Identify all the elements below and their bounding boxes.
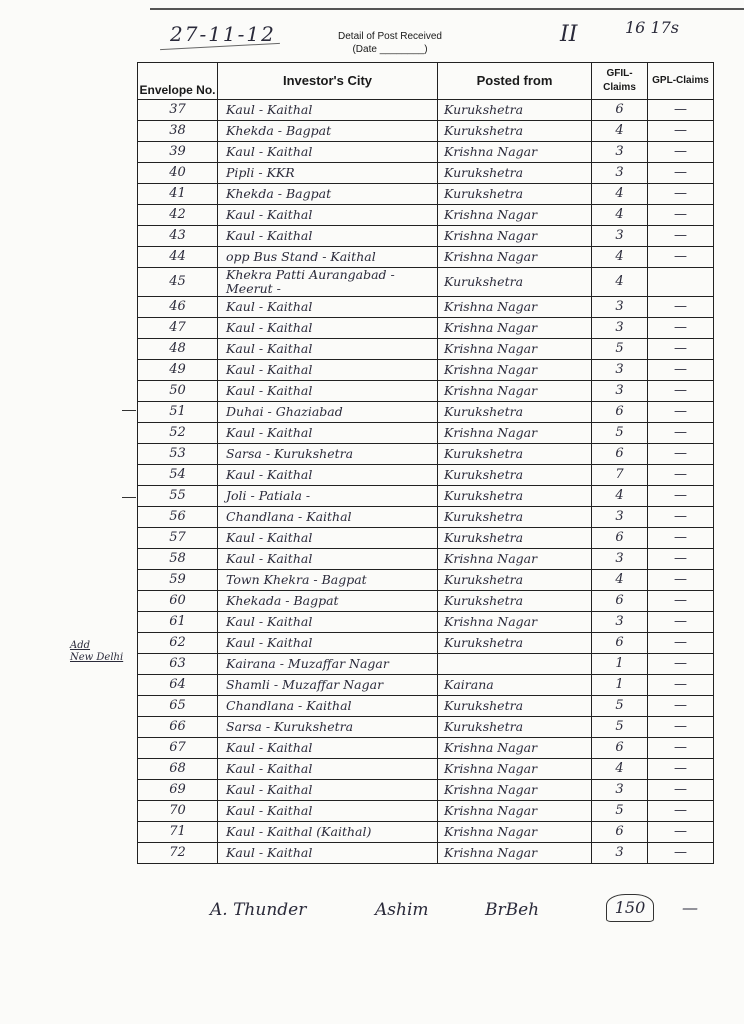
gpl-claims-cell: — <box>648 528 714 549</box>
gfil-claims-cell: 4 <box>592 486 648 507</box>
date-label: (Date ________) <box>352 44 428 55</box>
table-row <box>138 717 714 738</box>
envelope-no-cell: 39 <box>138 142 218 163</box>
table-row <box>138 612 714 633</box>
investor-city-cell: opp Bus Stand - Kaithal <box>218 247 438 268</box>
posted-from-cell: Kurukshetra <box>438 486 592 507</box>
gfil-claims-cell: 6 <box>592 738 648 759</box>
posted-from-cell: Krishna Nagar <box>438 423 592 444</box>
posted-from-cell: Kurukshetra <box>438 465 592 486</box>
total-gpl-claims: — <box>682 898 698 917</box>
envelope-no-cell: 49 <box>138 360 218 381</box>
investor-city-cell: Duhai - Ghaziabad <box>218 402 438 423</box>
table-row <box>138 528 714 549</box>
page-title <box>320 30 460 56</box>
col-envelope-no: Envelope No. <box>138 63 218 100</box>
envelope-no-cell: 51 <box>138 402 218 423</box>
gfil-claims-cell: 4 <box>592 247 648 268</box>
table-row <box>138 507 714 528</box>
gfil-claims-cell: 6 <box>592 591 648 612</box>
post-received-table <box>137 62 714 864</box>
investor-city-cell: Kaul - Kaithal <box>218 297 438 318</box>
investor-city-cell: Kaul - Kaithal <box>218 549 438 570</box>
gfil-claims-cell: 1 <box>592 675 648 696</box>
gfil-claims-cell: 3 <box>592 780 648 801</box>
table-row <box>138 822 714 843</box>
envelope-no-cell: 67 <box>138 738 218 759</box>
col-investor-city: Investor's City <box>218 63 438 100</box>
gfil-claims-cell: 6 <box>592 822 648 843</box>
gpl-claims-cell: — <box>648 142 714 163</box>
title-text: Detail of Post Received <box>338 31 442 42</box>
investor-city-cell: Kaul - Kaithal <box>218 843 438 864</box>
table-row <box>138 570 714 591</box>
envelope-no-cell: 45 <box>138 268 218 297</box>
gpl-claims-cell: — <box>648 297 714 318</box>
envelope-no-cell: 68 <box>138 759 218 780</box>
posted-from-cell: Krishna Nagar <box>438 381 592 402</box>
investor-city-cell: Khekda - Bagpat <box>218 121 438 142</box>
table-row <box>138 121 714 142</box>
table-row <box>138 381 714 402</box>
signature: Ashim <box>375 900 429 920</box>
investor-city-cell: Kaul - Kaithal <box>218 360 438 381</box>
investor-city-cell: Kaul - Kaithal <box>218 381 438 402</box>
posted-from-cell: Kurukshetra <box>438 528 592 549</box>
posted-from-cell: Kairana <box>438 675 592 696</box>
posted-from-cell: Krishna Nagar <box>438 226 592 247</box>
posted-from-cell: Krishna Nagar <box>438 801 592 822</box>
gfil-claims-cell: 5 <box>592 801 648 822</box>
investor-city-cell: Kaul - Kaithal <box>218 633 438 654</box>
envelope-no-cell: 63 <box>138 654 218 675</box>
table-row <box>138 360 714 381</box>
gpl-claims-cell: — <box>648 822 714 843</box>
envelope-no-cell: 55 <box>138 486 218 507</box>
gfil-claims-cell: 3 <box>592 297 648 318</box>
investor-city-cell: Kaul - Kaithal <box>218 612 438 633</box>
investor-city-cell: Kaul - Kaithal <box>218 801 438 822</box>
investor-city-cell: Town Khekra - Bagpat <box>218 570 438 591</box>
top-rule <box>150 8 744 10</box>
posted-from-cell: Kurukshetra <box>438 591 592 612</box>
posted-from-cell: Kurukshetra <box>438 402 592 423</box>
handwritten-date: 27-11-12 <box>170 22 276 46</box>
envelope-no-cell: 65 <box>138 696 218 717</box>
gpl-claims-cell: — <box>648 507 714 528</box>
table-row <box>138 318 714 339</box>
gfil-claims-cell: 3 <box>592 318 648 339</box>
margin-note-line: New Delhi <box>70 652 124 663</box>
table-row <box>138 759 714 780</box>
gfil-claims-cell: 1 <box>592 654 648 675</box>
gfil-claims-cell: 4 <box>592 570 648 591</box>
gpl-claims-cell: — <box>648 675 714 696</box>
envelope-no-cell: 69 <box>138 780 218 801</box>
investor-city-cell: Kairana - Muzaffar Nagar <box>218 654 438 675</box>
investor-city-cell: Kaul - Kaithal <box>218 318 438 339</box>
gpl-claims-cell: — <box>648 100 714 121</box>
posted-from-cell: Krishna Nagar <box>438 205 592 226</box>
col-gpl-claims: GPL-Claims <box>648 63 714 100</box>
investor-city-cell: Kaul - Kaithal <box>218 423 438 444</box>
envelope-no-cell: 70 <box>138 801 218 822</box>
margin-note <box>70 640 123 664</box>
investor-city-cell: Kaul - Kaithal (Kaithal) <box>218 822 438 843</box>
posted-from-cell: Kurukshetra <box>438 696 592 717</box>
table-row <box>138 654 714 675</box>
gfil-claims-cell: 6 <box>592 444 648 465</box>
gpl-claims-cell: — <box>648 696 714 717</box>
envelope-no-cell: 42 <box>138 205 218 226</box>
investor-city-cell: Chandlana - Kaithal <box>218 507 438 528</box>
investor-city-cell: Kaul - Kaithal <box>218 528 438 549</box>
col-posted-from: Posted from <box>438 63 592 100</box>
gpl-claims-cell: — <box>648 226 714 247</box>
table-row <box>138 142 714 163</box>
envelope-no-cell: 40 <box>138 163 218 184</box>
envelope-no-cell: 37 <box>138 100 218 121</box>
envelope-no-cell: 46 <box>138 297 218 318</box>
table-row <box>138 205 714 226</box>
envelope-no-cell: 43 <box>138 226 218 247</box>
envelope-no-cell: 54 <box>138 465 218 486</box>
posted-from-cell: Krishna Nagar <box>438 360 592 381</box>
gfil-claims-cell: 5 <box>592 696 648 717</box>
envelope-no-cell: 47 <box>138 318 218 339</box>
total-gfil-claims: 150 <box>606 894 654 922</box>
table-row <box>138 696 714 717</box>
table-row <box>138 163 714 184</box>
envelope-no-cell: 60 <box>138 591 218 612</box>
gfil-claims-cell: 6 <box>592 528 648 549</box>
posted-from-cell: Krishna Nagar <box>438 339 592 360</box>
envelope-no-cell: 58 <box>138 549 218 570</box>
investor-city-cell: Chandlana - Kaithal <box>218 696 438 717</box>
signature: BrBeh <box>485 900 540 920</box>
gpl-claims-cell: — <box>648 738 714 759</box>
envelope-no-cell: 62 <box>138 633 218 654</box>
posted-from-cell: Kurukshetra <box>438 633 592 654</box>
investor-city-cell: Pipli - KKR <box>218 163 438 184</box>
gpl-claims-cell: — <box>648 633 714 654</box>
corner-numbers: 16 17s <box>625 18 680 37</box>
posted-from-cell: Kurukshetra <box>438 121 592 142</box>
envelope-no-cell: 61 <box>138 612 218 633</box>
gfil-claims-cell: 3 <box>592 142 648 163</box>
posted-from-cell: Kurukshetra <box>438 717 592 738</box>
gfil-claims-cell: 3 <box>592 843 648 864</box>
table-row <box>138 780 714 801</box>
gpl-claims-cell: — <box>648 780 714 801</box>
gfil-claims-cell: 3 <box>592 612 648 633</box>
posted-from-cell: Krishna Nagar <box>438 297 592 318</box>
investor-city-cell: Khekada - Bagpat <box>218 591 438 612</box>
investor-city-cell: Kaul - Kaithal <box>218 759 438 780</box>
gfil-claims-cell: 7 <box>592 465 648 486</box>
investor-city-cell: Kaul - Kaithal <box>218 142 438 163</box>
envelope-no-cell: 57 <box>138 528 218 549</box>
gpl-claims-cell: — <box>648 486 714 507</box>
investor-city-cell: Kaul - Kaithal <box>218 738 438 759</box>
posted-from-cell: Krishna Nagar <box>438 780 592 801</box>
gpl-claims-cell: — <box>648 654 714 675</box>
investor-city-cell: Kaul - Kaithal <box>218 226 438 247</box>
envelope-no-cell: 52 <box>138 423 218 444</box>
table-row <box>138 297 714 318</box>
table-row <box>138 268 714 297</box>
gfil-claims-cell: 3 <box>592 507 648 528</box>
gpl-claims-cell: — <box>648 163 714 184</box>
envelope-no-cell: 41 <box>138 184 218 205</box>
gpl-claims-cell: — <box>648 205 714 226</box>
gfil-claims-cell: 4 <box>592 184 648 205</box>
posted-from-cell: Kurukshetra <box>438 570 592 591</box>
posted-from-cell: Krishna Nagar <box>438 738 592 759</box>
posted-from-cell: Krishna Nagar <box>438 822 592 843</box>
gpl-claims-cell: — <box>648 184 714 205</box>
gfil-claims-cell: 6 <box>592 633 648 654</box>
table-row <box>138 549 714 570</box>
investor-city-cell: Sarsa - Kurukshetra <box>218 717 438 738</box>
envelope-no-cell: 59 <box>138 570 218 591</box>
table-row <box>138 633 714 654</box>
table-row <box>138 339 714 360</box>
gpl-claims-cell: — <box>648 444 714 465</box>
gfil-claims-cell: 3 <box>592 226 648 247</box>
gpl-claims-cell: — <box>648 591 714 612</box>
gfil-claims-cell: 6 <box>592 100 648 121</box>
posted-from-cell <box>438 654 592 675</box>
investor-city-cell: Shamli - Muzaffar Nagar <box>218 675 438 696</box>
table-row <box>138 738 714 759</box>
posted-from-cell: Krishna Nagar <box>438 759 592 780</box>
envelope-no-cell: 50 <box>138 381 218 402</box>
margin-note-line: Add <box>70 640 91 651</box>
gfil-claims-cell: 3 <box>592 163 648 184</box>
gfil-claims-cell: 3 <box>592 381 648 402</box>
envelope-no-cell: 44 <box>138 247 218 268</box>
corner-mark: II <box>560 22 578 47</box>
gfil-claims-cell: 5 <box>592 339 648 360</box>
investor-city-cell: Sarsa - Kurukshetra <box>218 444 438 465</box>
table-row <box>138 465 714 486</box>
posted-from-cell: Krishna Nagar <box>438 247 592 268</box>
table-header-row <box>138 63 714 100</box>
investor-city-cell: Khekda - Bagpat <box>218 184 438 205</box>
signature: A. Thunder <box>210 900 307 920</box>
table-row <box>138 184 714 205</box>
investor-city-cell: Khekra Patti Aurangabad - Meerut - <box>218 268 438 297</box>
table-row <box>138 591 714 612</box>
gpl-claims-cell: — <box>648 381 714 402</box>
gfil-claims-cell: 4 <box>592 268 648 297</box>
envelope-no-cell: 56 <box>138 507 218 528</box>
col-gfil-claims: GFIL-Claims <box>592 63 648 100</box>
envelope-no-cell: 71 <box>138 822 218 843</box>
gfil-claims-cell: 4 <box>592 759 648 780</box>
gpl-claims-cell <box>648 268 714 297</box>
gfil-claims-cell: 6 <box>592 402 648 423</box>
gpl-claims-cell: — <box>648 247 714 268</box>
table-row <box>138 843 714 864</box>
posted-from-cell: Kurukshetra <box>438 444 592 465</box>
margin-tick <box>122 410 136 411</box>
table-row <box>138 801 714 822</box>
posted-from-cell: Kurukshetra <box>438 184 592 205</box>
table-row <box>138 100 714 121</box>
investor-city-cell: Kaul - Kaithal <box>218 205 438 226</box>
envelope-no-cell: 72 <box>138 843 218 864</box>
gpl-claims-cell: — <box>648 339 714 360</box>
investor-city-cell: Kaul - Kaithal <box>218 780 438 801</box>
gfil-claims-cell: 4 <box>592 121 648 142</box>
envelope-no-cell: 53 <box>138 444 218 465</box>
posted-from-cell: Krishna Nagar <box>438 318 592 339</box>
gpl-claims-cell: — <box>648 570 714 591</box>
gpl-claims-cell: — <box>648 843 714 864</box>
table-row <box>138 247 714 268</box>
gpl-claims-cell: — <box>648 717 714 738</box>
posted-from-cell: Krishna Nagar <box>438 549 592 570</box>
envelope-no-cell: 48 <box>138 339 218 360</box>
posted-from-cell: Krishna Nagar <box>438 142 592 163</box>
gfil-claims-cell: 4 <box>592 205 648 226</box>
envelope-no-cell: 38 <box>138 121 218 142</box>
gpl-claims-cell: — <box>648 318 714 339</box>
gfil-claims-cell: 5 <box>592 717 648 738</box>
investor-city-cell: Joli - Patiala - <box>218 486 438 507</box>
investor-city-cell: Kaul - Kaithal <box>218 465 438 486</box>
gpl-claims-cell: — <box>648 402 714 423</box>
table-row <box>138 423 714 444</box>
posted-from-cell: Kurukshetra <box>438 268 592 297</box>
gpl-claims-cell: — <box>648 801 714 822</box>
gfil-claims-cell: 3 <box>592 549 648 570</box>
table-row <box>138 486 714 507</box>
posted-from-cell: Krishna Nagar <box>438 843 592 864</box>
gpl-claims-cell: — <box>648 360 714 381</box>
envelope-no-cell: 64 <box>138 675 218 696</box>
envelope-no-cell: 66 <box>138 717 218 738</box>
table-row <box>138 402 714 423</box>
posted-from-cell: Kurukshetra <box>438 163 592 184</box>
table-row <box>138 444 714 465</box>
posted-from-cell: Kurukshetra <box>438 507 592 528</box>
posted-from-cell: Krishna Nagar <box>438 612 592 633</box>
gfil-claims-cell: 5 <box>592 423 648 444</box>
gpl-claims-cell: — <box>648 423 714 444</box>
table-row <box>138 226 714 247</box>
gpl-claims-cell: — <box>648 121 714 142</box>
table-row <box>138 675 714 696</box>
gfil-claims-cell: 3 <box>592 360 648 381</box>
margin-tick <box>122 497 136 498</box>
posted-from-cell: Kurukshetra <box>438 100 592 121</box>
gpl-claims-cell: — <box>648 549 714 570</box>
gpl-claims-cell: — <box>648 759 714 780</box>
gpl-claims-cell: — <box>648 465 714 486</box>
gpl-claims-cell: — <box>648 612 714 633</box>
investor-city-cell: Kaul - Kaithal <box>218 339 438 360</box>
investor-city-cell: Kaul - Kaithal <box>218 100 438 121</box>
